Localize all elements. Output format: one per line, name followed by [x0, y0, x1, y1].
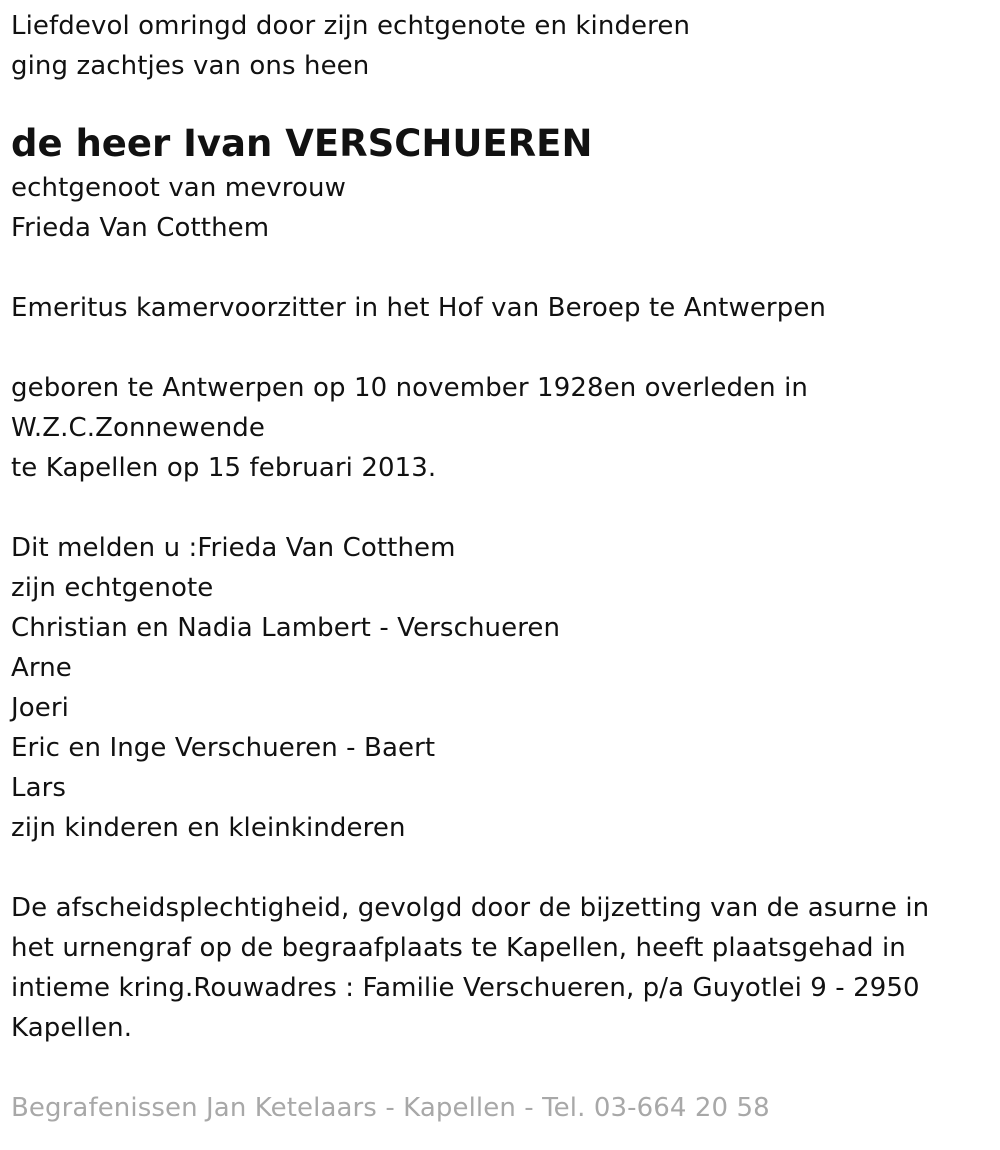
deceased-name: de heer Ivan VERSCHUEREN	[11, 122, 593, 165]
spacer	[11, 1048, 1000, 1088]
family-line: Lars	[11, 773, 67, 803]
dates-line: W.Z.C.Zonnewende	[11, 413, 265, 443]
spacer	[11, 328, 1000, 368]
ceremony-line: Kapellen.	[11, 1013, 133, 1043]
family-line: Christian en Nadia Lambert - Verschueren	[11, 613, 561, 643]
family-line: Dit melden u :Frieda Van Cotthem	[11, 533, 456, 563]
spouse-name: Frieda Van Cotthem	[11, 213, 270, 243]
family-line: Joeri	[11, 693, 69, 723]
ceremony-line: De afscheidsplechtigheid, gevolgd door de bijzetting van de asurne in	[11, 893, 930, 923]
dates-block	[11, 368, 1000, 488]
dates-line: geboren te Antwerpen op 10 november 1928en overleden in	[11, 373, 809, 403]
spacer	[11, 848, 1000, 888]
intro-block	[11, 6, 1000, 86]
ceremony-block	[11, 888, 1000, 1048]
family-line: Eric en Inge Verschueren - Baert	[11, 733, 436, 763]
ceremony-line: intieme kring.Rouwadres : Familie Verschueren, p/a Guyotlei 9 - 2950	[11, 973, 920, 1003]
spouse-line: echtgenoot van mevrouw	[11, 173, 346, 203]
intro-line: Liefdevol omringd door zijn echtgenote en kinderen	[11, 11, 691, 41]
family-line: Arne	[11, 653, 72, 683]
family-line: zijn echtgenote	[11, 573, 214, 603]
intro-line: ging zachtjes van ons heen	[11, 51, 370, 81]
spacer	[11, 248, 1000, 288]
announced-by-block	[11, 528, 1000, 848]
family-line: zijn kinderen en kleinkinderen	[11, 813, 406, 843]
funeral-home-footer: Begrafenissen Jan Ketelaars - Kapellen - Tel. 03-664 20 58	[11, 1093, 770, 1123]
ceremony-line: het urnengraf op de begraafplaats te Kapellen, heeft plaatsgehad in	[11, 933, 906, 963]
profession-line: Emeritus kamervoorzitter in het Hof van Beroep te Antwerpen	[11, 293, 826, 323]
spacer	[11, 488, 1000, 528]
dates-line: te Kapellen op 15 februari 2013.	[11, 453, 437, 483]
